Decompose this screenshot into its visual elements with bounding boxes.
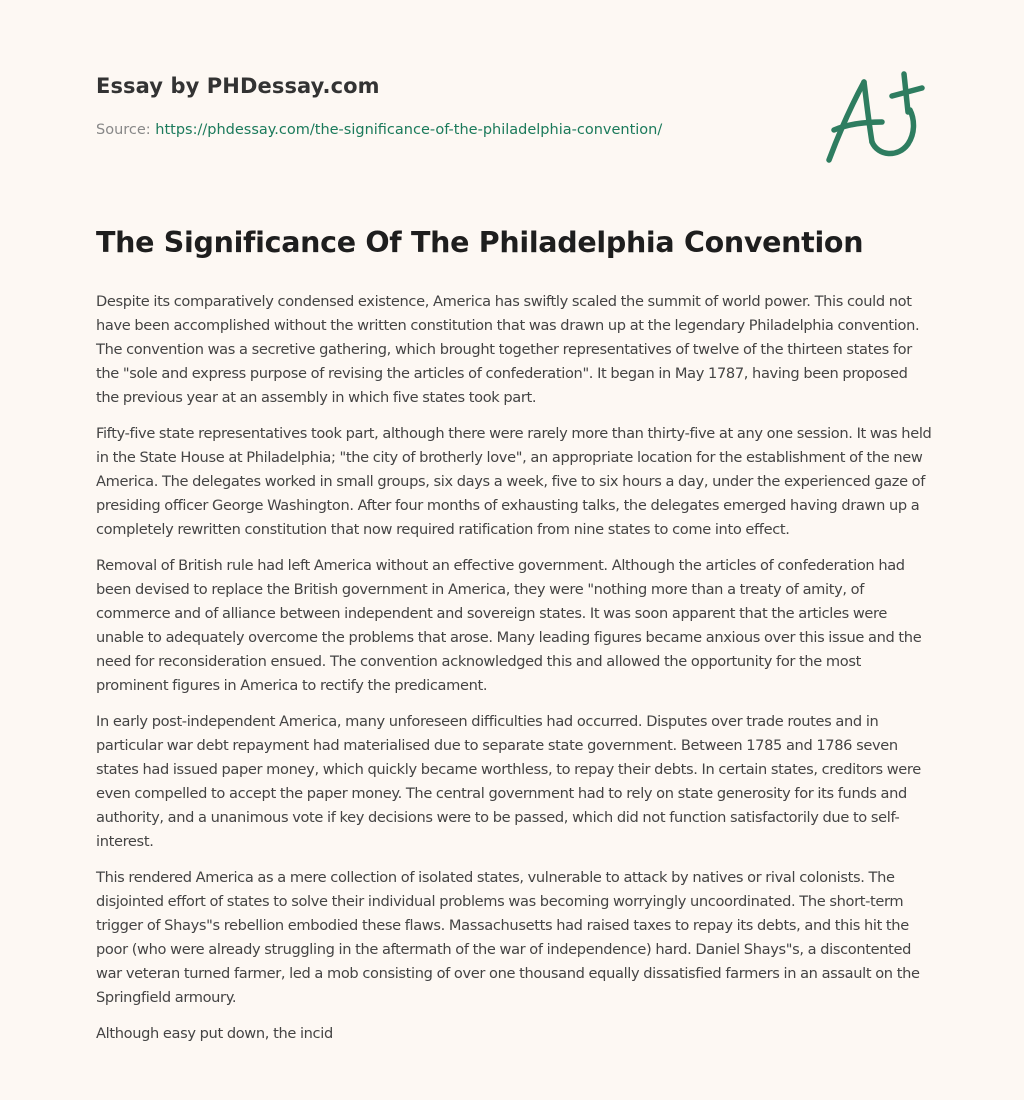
source-label: Source: — [96, 122, 151, 138]
site-title: Essay by PHDessay.com — [96, 74, 380, 98]
a-plus-grade-icon — [820, 66, 932, 166]
essay-paragraph: Fifty-five state representatives took part, although there were rarely more than thirty-five at any one session. It was held in the State House at Philadelphia; "the city of brotherly love", an appropriate location for the establishment of the new America. The delegates worked in small groups, six days a week, five to six hours a day, under the experienced gaze of presiding officer George Washington. After four months of exhausting talks, the delegates emerged having drawn up a completely rewritten constitution that now required ratification from nine states to come into effect. — [96, 425, 932, 538]
essay-paragraph: Despite its comparatively condensed existence, America has swiftly scaled the summit of world power. This could not have been accomplished without the written constitution that was drawn up at the legendary Philadelphia convention. The convention was a secretive gathering, which brought together representatives of twelve of the thirteen states for the "sole and express purpose of revising the articles of confederation". It began in May 1787, having been proposed the previous year at an assembly in which five states took part. — [96, 293, 920, 406]
essay-paragraph: Removal of British rule had left America without an effective government. Although the articles of confederation had been devised to replace the British government in America, they were "nothing more than a treaty of amity, of commerce and of alliance between independent and sovereign states. It was soon apparent that the articles were unable to adequately overcome the problems that arose. Many leading figures became anxious over this issue and the need for reconsideration ensued. The convention acknowledged this and allowed the opportunity for the most prominent figures in America to rectify the predicament. — [96, 557, 922, 694]
page-header — [96, 74, 796, 138]
essay-paragraph: In early post-independent America, many unforeseen difficulties had occurred. Disputes over trade routes and in particular war debt repayment had materialised due to separate state government. Between 1785 and 1786 seven states had issued paper money, which quickly became worthless, to repay their debts. In certain states, creditors were even compelled to accept the paper money. The central government had to rely on state generosity for its funds and authority, and a unanimous vote if key decisions were to be passed, which did not function satisfactorily due to self-interest. — [96, 713, 921, 850]
source-line — [96, 122, 796, 138]
essay-paragraph-truncated: Although easy put down, the incid — [96, 1025, 333, 1042]
essay-paragraph: This rendered America as a mere collection of isolated states, vulnerable to attack by natives or rival colonists. The disjointed effort of states to solve their individual problems was becoming worryingly uncoordinated. The short-term trigger of Shays"s rebellion embodied these flaws. Massachusetts had raised taxes to repay its debts, and this hit the poor (who were already struggling in the aftermath of the war of independence) hard. Daniel Shays"s, a discontented war veteran turned farmer, led a mob consisting of over one thousand equally dissatisfied farmers in an assault on the Springfield armoury. — [96, 869, 920, 1006]
article-title: The Significance Of The Philadelphia Convention — [96, 226, 864, 259]
source-link[interactable]: https://phdessay.com/the-significance-of-the-philadelphia-convention/ — [155, 122, 663, 138]
essay-article — [96, 226, 932, 1058]
